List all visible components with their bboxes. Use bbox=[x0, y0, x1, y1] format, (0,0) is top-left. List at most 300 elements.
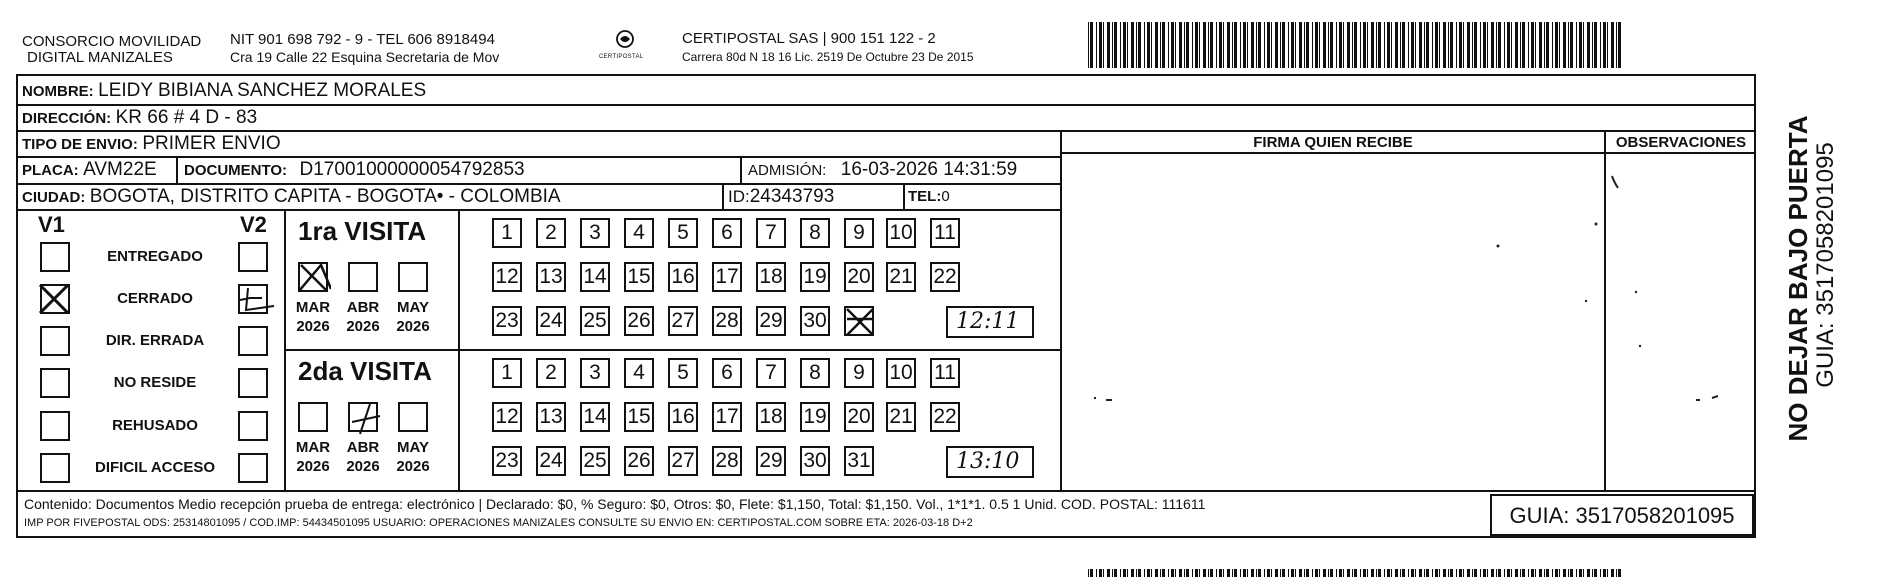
v1-checkbox[interactable] bbox=[40, 284, 70, 314]
day-box[interactable]: 2 bbox=[536, 358, 566, 388]
day-box[interactable]: 10 bbox=[886, 218, 916, 248]
day-box[interactable]: 15 bbox=[624, 402, 654, 432]
barcode-bar bbox=[1618, 569, 1621, 577]
day-box[interactable]: 5 bbox=[668, 218, 698, 248]
barcode-bar bbox=[1203, 22, 1206, 68]
day-box[interactable]: 18 bbox=[756, 262, 786, 292]
status-option-label: ENTREGADO bbox=[107, 248, 203, 265]
signature-area-marks bbox=[1062, 154, 1756, 490]
barcode-bar bbox=[1402, 22, 1405, 68]
barcode-bar bbox=[1280, 22, 1281, 68]
barcode-bar bbox=[1459, 569, 1462, 577]
no-dejar-bajo-puerta: NO DEJAR BAJO PUERTA bbox=[1783, 115, 1813, 442]
barcode-bar bbox=[1264, 569, 1265, 577]
barcode-bar bbox=[1498, 22, 1501, 68]
barcode-bar bbox=[1151, 22, 1152, 68]
visit-title: 1ra VISITA bbox=[298, 216, 427, 246]
barcode-bar bbox=[1531, 569, 1534, 577]
barcode-bar bbox=[1611, 569, 1614, 577]
day-box[interactable]: 1 bbox=[492, 358, 522, 388]
barcode-bar bbox=[1535, 569, 1536, 577]
day-box[interactable]: 24 bbox=[536, 446, 566, 476]
day-box[interactable]: 9 bbox=[844, 358, 874, 388]
barcode-bar bbox=[1243, 22, 1246, 68]
barcode-bar bbox=[1563, 569, 1566, 577]
certipostal-logo bbox=[595, 28, 655, 68]
day-box[interactable]: 8 bbox=[800, 358, 830, 388]
barcode-bar bbox=[1099, 22, 1102, 68]
barcode-bar bbox=[1131, 22, 1134, 68]
day-box[interactable]: 8 bbox=[800, 218, 830, 248]
barcode-bar bbox=[1463, 22, 1464, 68]
barcode-bar bbox=[1120, 22, 1121, 68]
barcode-bar bbox=[1232, 569, 1233, 577]
barcode-bar bbox=[1319, 569, 1320, 577]
documento-label: DOCUMENTO: bbox=[184, 162, 288, 179]
barcode-bar bbox=[1299, 22, 1302, 68]
day-box[interactable]: 9 bbox=[844, 218, 874, 248]
status-option-label: DIFICIL ACCESO bbox=[94, 459, 215, 476]
v1-checkbox[interactable] bbox=[40, 453, 70, 483]
barcode-bar bbox=[1210, 569, 1213, 577]
barcode-bar bbox=[1090, 569, 1093, 577]
v2-checkbox[interactable] bbox=[238, 242, 268, 272]
day-box[interactable]: 12 bbox=[492, 402, 522, 432]
barcode-bar bbox=[1347, 569, 1350, 577]
barcode-bar bbox=[1367, 569, 1368, 577]
visit-time-box[interactable] bbox=[946, 306, 1034, 338]
day-box[interactable]: 11 bbox=[930, 358, 960, 388]
barcode-bar bbox=[1498, 569, 1501, 577]
ciudad-value: BOGOTA, DISTRITO CAPITA - BOGOTA• - COLOMBIA bbox=[89, 186, 561, 207]
day-box[interactable]: 5 bbox=[668, 358, 698, 388]
company-name-line1: CONSORCIO MOVILIDAD bbox=[22, 33, 202, 50]
day-box[interactable]: 3 bbox=[580, 358, 610, 388]
status-option-label: CERRADO bbox=[117, 290, 193, 307]
ciudad-label: CIUDAD: bbox=[22, 189, 86, 206]
barcode-bar bbox=[1544, 569, 1545, 577]
barcode-bar bbox=[1144, 569, 1145, 577]
documento-field bbox=[184, 159, 525, 181]
barcode-bar bbox=[1371, 22, 1374, 68]
barcode-bar bbox=[1280, 569, 1281, 577]
barcode-bar bbox=[1515, 22, 1518, 68]
day-box[interactable]: 23 bbox=[492, 306, 522, 336]
day-box[interactable]: 28 bbox=[712, 446, 742, 476]
barcode-bar bbox=[1592, 569, 1593, 577]
barcode-bar bbox=[1555, 22, 1558, 68]
barcode-bar bbox=[1603, 22, 1606, 68]
visit-month-checkbox[interactable] bbox=[348, 262, 378, 292]
barcode-bar bbox=[1155, 569, 1158, 577]
barcode-bar bbox=[1275, 22, 1278, 68]
barcode-bar bbox=[1288, 569, 1289, 577]
barcode-bar bbox=[1439, 569, 1440, 577]
barcode-bar bbox=[1448, 22, 1449, 68]
barcode-bar bbox=[1208, 22, 1209, 68]
barcode-bar bbox=[1531, 22, 1534, 68]
v1-checkbox[interactable] bbox=[40, 242, 70, 272]
x-mark-icon bbox=[38, 283, 68, 313]
barcode-bar bbox=[1251, 22, 1254, 68]
day-box[interactable]: 4 bbox=[624, 358, 654, 388]
barcode-bar bbox=[1391, 22, 1392, 68]
documento-value: D17001000000054792853 bbox=[299, 159, 525, 180]
day-box[interactable]: 10 bbox=[886, 358, 916, 388]
v1-label: V1 bbox=[38, 212, 65, 237]
barcode-bar bbox=[1496, 22, 1497, 68]
barcode-bar bbox=[1576, 569, 1577, 577]
barcode-bar bbox=[1306, 22, 1309, 68]
day-box[interactable]: 13 bbox=[536, 262, 566, 292]
barcode-bar bbox=[1096, 569, 1097, 577]
barcode-bar bbox=[1415, 569, 1416, 577]
v2-checkbox[interactable] bbox=[238, 368, 268, 398]
v2-checkbox[interactable] bbox=[238, 326, 268, 356]
barcode-bar bbox=[1330, 569, 1333, 577]
barcode-bar bbox=[1123, 569, 1126, 577]
barcode-bar bbox=[1179, 22, 1182, 68]
barcode-bar bbox=[1487, 22, 1488, 68]
observaciones-label: OBSERVACIONES bbox=[1615, 134, 1747, 151]
barcode-bar bbox=[1282, 22, 1285, 68]
barcode-bar bbox=[1256, 22, 1257, 68]
barcode-bar bbox=[1347, 22, 1350, 68]
barcode-bar bbox=[1282, 569, 1285, 577]
barcode-bar bbox=[1171, 569, 1174, 577]
barcode-bar bbox=[1336, 22, 1337, 68]
barcode-bar bbox=[1330, 22, 1333, 68]
day-box[interactable]: 30 bbox=[800, 306, 830, 336]
barcode-bar bbox=[1600, 22, 1601, 68]
barcode-bar bbox=[1579, 569, 1582, 577]
barcode-bar bbox=[1304, 22, 1305, 68]
barcode-bar bbox=[1151, 569, 1152, 577]
barcode-bar bbox=[1507, 569, 1510, 577]
barcode-bar bbox=[1352, 569, 1353, 577]
visit-month-label: MAR 2026 bbox=[295, 439, 331, 475]
tipo-envio-value: PRIMER ENVIO bbox=[142, 133, 281, 154]
barcode-bar bbox=[1546, 22, 1549, 68]
barcode-bar bbox=[1607, 569, 1608, 577]
barcode-bar bbox=[1426, 569, 1429, 577]
barcode-bar bbox=[1443, 22, 1446, 68]
barcode-bar bbox=[1594, 22, 1597, 68]
day-box[interactable]: 22 bbox=[930, 262, 960, 292]
day-box[interactable]: 17 bbox=[712, 262, 742, 292]
barcode-bar bbox=[1400, 569, 1401, 577]
barcode-bar bbox=[1258, 569, 1261, 577]
id-label: ID: bbox=[728, 187, 750, 206]
barcode-bar bbox=[1552, 569, 1553, 577]
day-box[interactable]: 26 bbox=[624, 446, 654, 476]
barcode-bar bbox=[1483, 569, 1486, 577]
barcode-bar bbox=[1376, 569, 1377, 577]
v2-checkbox[interactable] bbox=[238, 284, 268, 314]
barcode-bar bbox=[1295, 22, 1296, 68]
barcode-bar bbox=[1467, 569, 1470, 577]
day-box[interactable]: 22 bbox=[930, 402, 960, 432]
id-value: 24343793 bbox=[749, 186, 835, 207]
day-box[interactable]: 21 bbox=[886, 262, 916, 292]
day-box[interactable]: 6 bbox=[712, 218, 742, 248]
day-box[interactable]: 31 bbox=[844, 446, 874, 476]
barcode-bar bbox=[1576, 22, 1577, 68]
barcode-bar bbox=[1162, 22, 1165, 68]
barcode-bar bbox=[1088, 22, 1089, 68]
barcode-bar bbox=[1587, 569, 1590, 577]
barcode-bar bbox=[1186, 22, 1189, 68]
barcode-bar bbox=[1522, 569, 1525, 577]
barcode-bar bbox=[1487, 569, 1488, 577]
day-box[interactable] bbox=[844, 306, 874, 336]
barcode-bar bbox=[1387, 569, 1390, 577]
barcode-bar bbox=[1384, 569, 1385, 577]
day-box[interactable]: 3 bbox=[580, 218, 610, 248]
barcode-bar bbox=[1199, 22, 1200, 68]
barcode-bar bbox=[1131, 569, 1134, 577]
visit-month-checkbox[interactable] bbox=[398, 402, 428, 432]
barcode-bar bbox=[1535, 22, 1536, 68]
x-mark-icon bbox=[297, 261, 331, 295]
visit-month-checkbox[interactable] bbox=[298, 402, 328, 432]
visit-month-checkbox[interactable] bbox=[398, 262, 428, 292]
barcode-bar bbox=[1395, 569, 1398, 577]
day-box[interactable]: 7 bbox=[756, 358, 786, 388]
day-box[interactable]: 19 bbox=[800, 262, 830, 292]
barcode-bar bbox=[1568, 22, 1569, 68]
barcode-bar bbox=[1528, 22, 1529, 68]
barcode-bar bbox=[1232, 22, 1233, 68]
license-line: Carrera 80d N 18 16 Lic. 2519 De Octubre 23 De 2015 bbox=[682, 50, 974, 64]
visit-title: 2da VISITA bbox=[298, 356, 432, 386]
barcode-bar bbox=[1579, 22, 1582, 68]
barcode-bar bbox=[1175, 22, 1176, 68]
visit-month-label: ABR 2026 bbox=[346, 439, 380, 475]
barcode-bar bbox=[1371, 569, 1374, 577]
barcode-bar bbox=[1504, 569, 1505, 577]
barcode-bar bbox=[1435, 569, 1438, 577]
day-box[interactable]: 25 bbox=[580, 446, 610, 476]
visit-month-label: MAY 2026 bbox=[396, 439, 430, 475]
day-box[interactable]: 2 bbox=[536, 218, 566, 248]
day-box[interactable]: 4 bbox=[624, 218, 654, 248]
barcode-bar bbox=[1568, 569, 1569, 577]
barcode-bar bbox=[1354, 569, 1357, 577]
barcode-bar bbox=[1223, 569, 1224, 577]
nit-line: NIT 901 698 792 - 9 - TEL 606 8918494 bbox=[230, 31, 495, 48]
barcode-bar bbox=[1168, 22, 1169, 68]
barcode-bar bbox=[1171, 22, 1174, 68]
day-box[interactable]: 16 bbox=[668, 262, 698, 292]
barcode-bar bbox=[1607, 22, 1608, 68]
barcode-bar bbox=[1559, 22, 1560, 68]
barcode-bar bbox=[1210, 22, 1213, 68]
barcode-bar bbox=[1424, 569, 1425, 577]
barcode-bar bbox=[1587, 22, 1590, 68]
visit-time-box[interactable] bbox=[946, 446, 1034, 478]
barcode-bar bbox=[1123, 22, 1126, 68]
address-line: Cra 19 Calle 22 Esquina Secretaria de Mov bbox=[230, 49, 500, 65]
ciudad-field bbox=[22, 186, 561, 208]
day-box[interactable]: 20 bbox=[844, 402, 874, 432]
barcode-bar bbox=[1258, 22, 1261, 68]
barcode-bar bbox=[1343, 569, 1344, 577]
barcode-bar bbox=[1384, 22, 1385, 68]
barcode-bar bbox=[1304, 569, 1305, 577]
v2-checkbox[interactable] bbox=[238, 453, 268, 483]
id-field bbox=[728, 186, 834, 208]
day-box[interactable]: 27 bbox=[668, 446, 698, 476]
barcode-bar bbox=[1387, 22, 1390, 68]
barcode-bar bbox=[1376, 22, 1377, 68]
barcode-bar bbox=[1360, 22, 1361, 68]
barcode-bar bbox=[1271, 22, 1272, 68]
barcode-bar bbox=[1611, 22, 1614, 68]
barcode-bar bbox=[1592, 22, 1593, 68]
barcode-bar bbox=[1511, 22, 1512, 68]
barcode-bar bbox=[1378, 22, 1381, 68]
barcode-bar bbox=[1415, 22, 1416, 68]
barcode-bar bbox=[1216, 22, 1217, 68]
barcode-bar bbox=[1570, 569, 1573, 577]
barcode-bar bbox=[1616, 569, 1617, 577]
day-box[interactable]: 25 bbox=[580, 306, 610, 336]
carrier-line: CERTIPOSTAL SAS | 900 151 122 - 2 bbox=[682, 30, 936, 47]
day-box[interactable]: 12 bbox=[492, 262, 522, 292]
barcode-bar bbox=[1315, 569, 1318, 577]
day-box[interactable]: 18 bbox=[756, 402, 786, 432]
barcode-bar bbox=[1408, 569, 1409, 577]
barcode-bar bbox=[1319, 22, 1320, 68]
direccion-field bbox=[22, 107, 257, 129]
barcode-bar bbox=[1288, 22, 1289, 68]
barcode-bar bbox=[1147, 569, 1150, 577]
day-box[interactable]: 30 bbox=[800, 446, 830, 476]
v2-checkbox[interactable] bbox=[238, 411, 268, 441]
barcode-bar bbox=[1443, 569, 1446, 577]
barcode-bar bbox=[1456, 22, 1457, 68]
barcode-bar bbox=[1112, 22, 1113, 68]
barcode-bar bbox=[1432, 22, 1433, 68]
day-box[interactable]: 7 bbox=[756, 218, 786, 248]
barcode-bar bbox=[1184, 22, 1185, 68]
check-mark-icon bbox=[236, 284, 276, 314]
tipo-envio-label: TIPO DE ENVIO: bbox=[22, 136, 138, 153]
barcode-bar bbox=[1114, 569, 1117, 577]
barcode-bar bbox=[1354, 22, 1357, 68]
barcode-bar bbox=[1336, 569, 1337, 577]
status-option-label: DIR. ERRADA bbox=[105, 332, 205, 349]
barcode-bar bbox=[1515, 569, 1518, 577]
barcode-bar bbox=[1240, 569, 1241, 577]
admision-label: ADMISIÓN: bbox=[748, 162, 827, 179]
barcode-bar bbox=[1147, 22, 1150, 68]
day-box[interactable]: 24 bbox=[536, 306, 566, 336]
barcode-bar bbox=[1251, 569, 1254, 577]
barcode-bar bbox=[1103, 569, 1104, 577]
barcode-bar bbox=[1107, 569, 1110, 577]
visit-month-checkbox[interactable] bbox=[348, 402, 378, 432]
barcode-bar bbox=[1603, 569, 1606, 577]
placa-field bbox=[22, 159, 157, 181]
barcode-bar bbox=[1450, 569, 1453, 577]
day-box[interactable]: 14 bbox=[580, 402, 610, 432]
day-box[interactable]: 15 bbox=[624, 262, 654, 292]
day-box[interactable]: 17 bbox=[712, 402, 742, 432]
barcode-bar bbox=[1546, 569, 1549, 577]
barcode-bar bbox=[1299, 569, 1302, 577]
barcode-bar bbox=[1507, 22, 1510, 68]
barcode-bar bbox=[1402, 569, 1405, 577]
v1-checkbox[interactable] bbox=[40, 368, 70, 398]
company-name-line2: DIGITAL MANIZALES bbox=[27, 49, 173, 66]
day-box[interactable]: 26 bbox=[624, 306, 654, 336]
barcode-bar bbox=[1360, 569, 1361, 577]
barcode-bar bbox=[1243, 569, 1246, 577]
barcode-bar bbox=[1583, 22, 1584, 68]
v1-checkbox[interactable] bbox=[40, 326, 70, 356]
barcode-bar bbox=[1138, 22, 1141, 68]
visit-month-checkbox[interactable] bbox=[298, 262, 328, 292]
day-box[interactable]: 16 bbox=[668, 402, 698, 432]
placa-label: PLACA: bbox=[22, 162, 79, 179]
barcode-bar bbox=[1419, 22, 1422, 68]
barcode-bar bbox=[1162, 569, 1165, 577]
side-guia: GUIA: 3517058201095 bbox=[1812, 142, 1839, 388]
contenido-text: Contenido: Documentos Medio recepción prueba de entrega: electrónico | Declarado: $0, % Seguro: $0, Otros: $0, Flete: $1,150, Total: $1,150. Vol., 1*1*1. 0.5 1 Unid. COD. POSTAL: 111611 bbox=[24, 496, 1206, 512]
day-box[interactable]: 29 bbox=[756, 306, 786, 336]
barcode-bar bbox=[1186, 569, 1189, 577]
day-box[interactable]: 29 bbox=[756, 446, 786, 476]
barcode-bar bbox=[1363, 569, 1366, 577]
barcode-bar bbox=[1271, 569, 1272, 577]
day-box[interactable]: 20 bbox=[844, 262, 874, 292]
barcode-bar bbox=[1424, 22, 1425, 68]
tipo-envio-field bbox=[22, 133, 281, 155]
day-box[interactable]: 14 bbox=[580, 262, 610, 292]
barcode-bar bbox=[1127, 569, 1128, 577]
barcode-bar bbox=[1544, 22, 1545, 68]
barcode-bar bbox=[1264, 22, 1265, 68]
day-box[interactable]: 28 bbox=[712, 306, 742, 336]
day-box[interactable]: 6 bbox=[712, 358, 742, 388]
barcode-bar bbox=[1472, 22, 1473, 68]
day-box[interactable]: 19 bbox=[800, 402, 830, 432]
barcode-bar bbox=[1328, 22, 1329, 68]
day-box[interactable]: 21 bbox=[886, 402, 916, 432]
day-box[interactable]: 27 bbox=[668, 306, 698, 336]
barcode-bar bbox=[1570, 22, 1573, 68]
barcode-bar bbox=[1480, 22, 1481, 68]
barcode-bar bbox=[1432, 569, 1433, 577]
day-box[interactable]: 11 bbox=[930, 218, 960, 248]
barcode-bar bbox=[1291, 569, 1294, 577]
barcode-bar bbox=[1315, 22, 1318, 68]
day-box[interactable]: 13 bbox=[536, 402, 566, 432]
day-box[interactable]: 23 bbox=[492, 446, 522, 476]
barcode-bar bbox=[1328, 569, 1329, 577]
day-box[interactable]: 1 bbox=[492, 218, 522, 248]
barcode-bar bbox=[1391, 569, 1392, 577]
barcode-bar bbox=[1155, 22, 1158, 68]
barcode-bar bbox=[1136, 22, 1137, 68]
barcode-bar bbox=[1160, 22, 1161, 68]
barcode-bar bbox=[1112, 569, 1113, 577]
v1-checkbox[interactable] bbox=[40, 411, 70, 441]
barcode-bar bbox=[1448, 569, 1449, 577]
barcode-bar bbox=[1435, 22, 1438, 68]
